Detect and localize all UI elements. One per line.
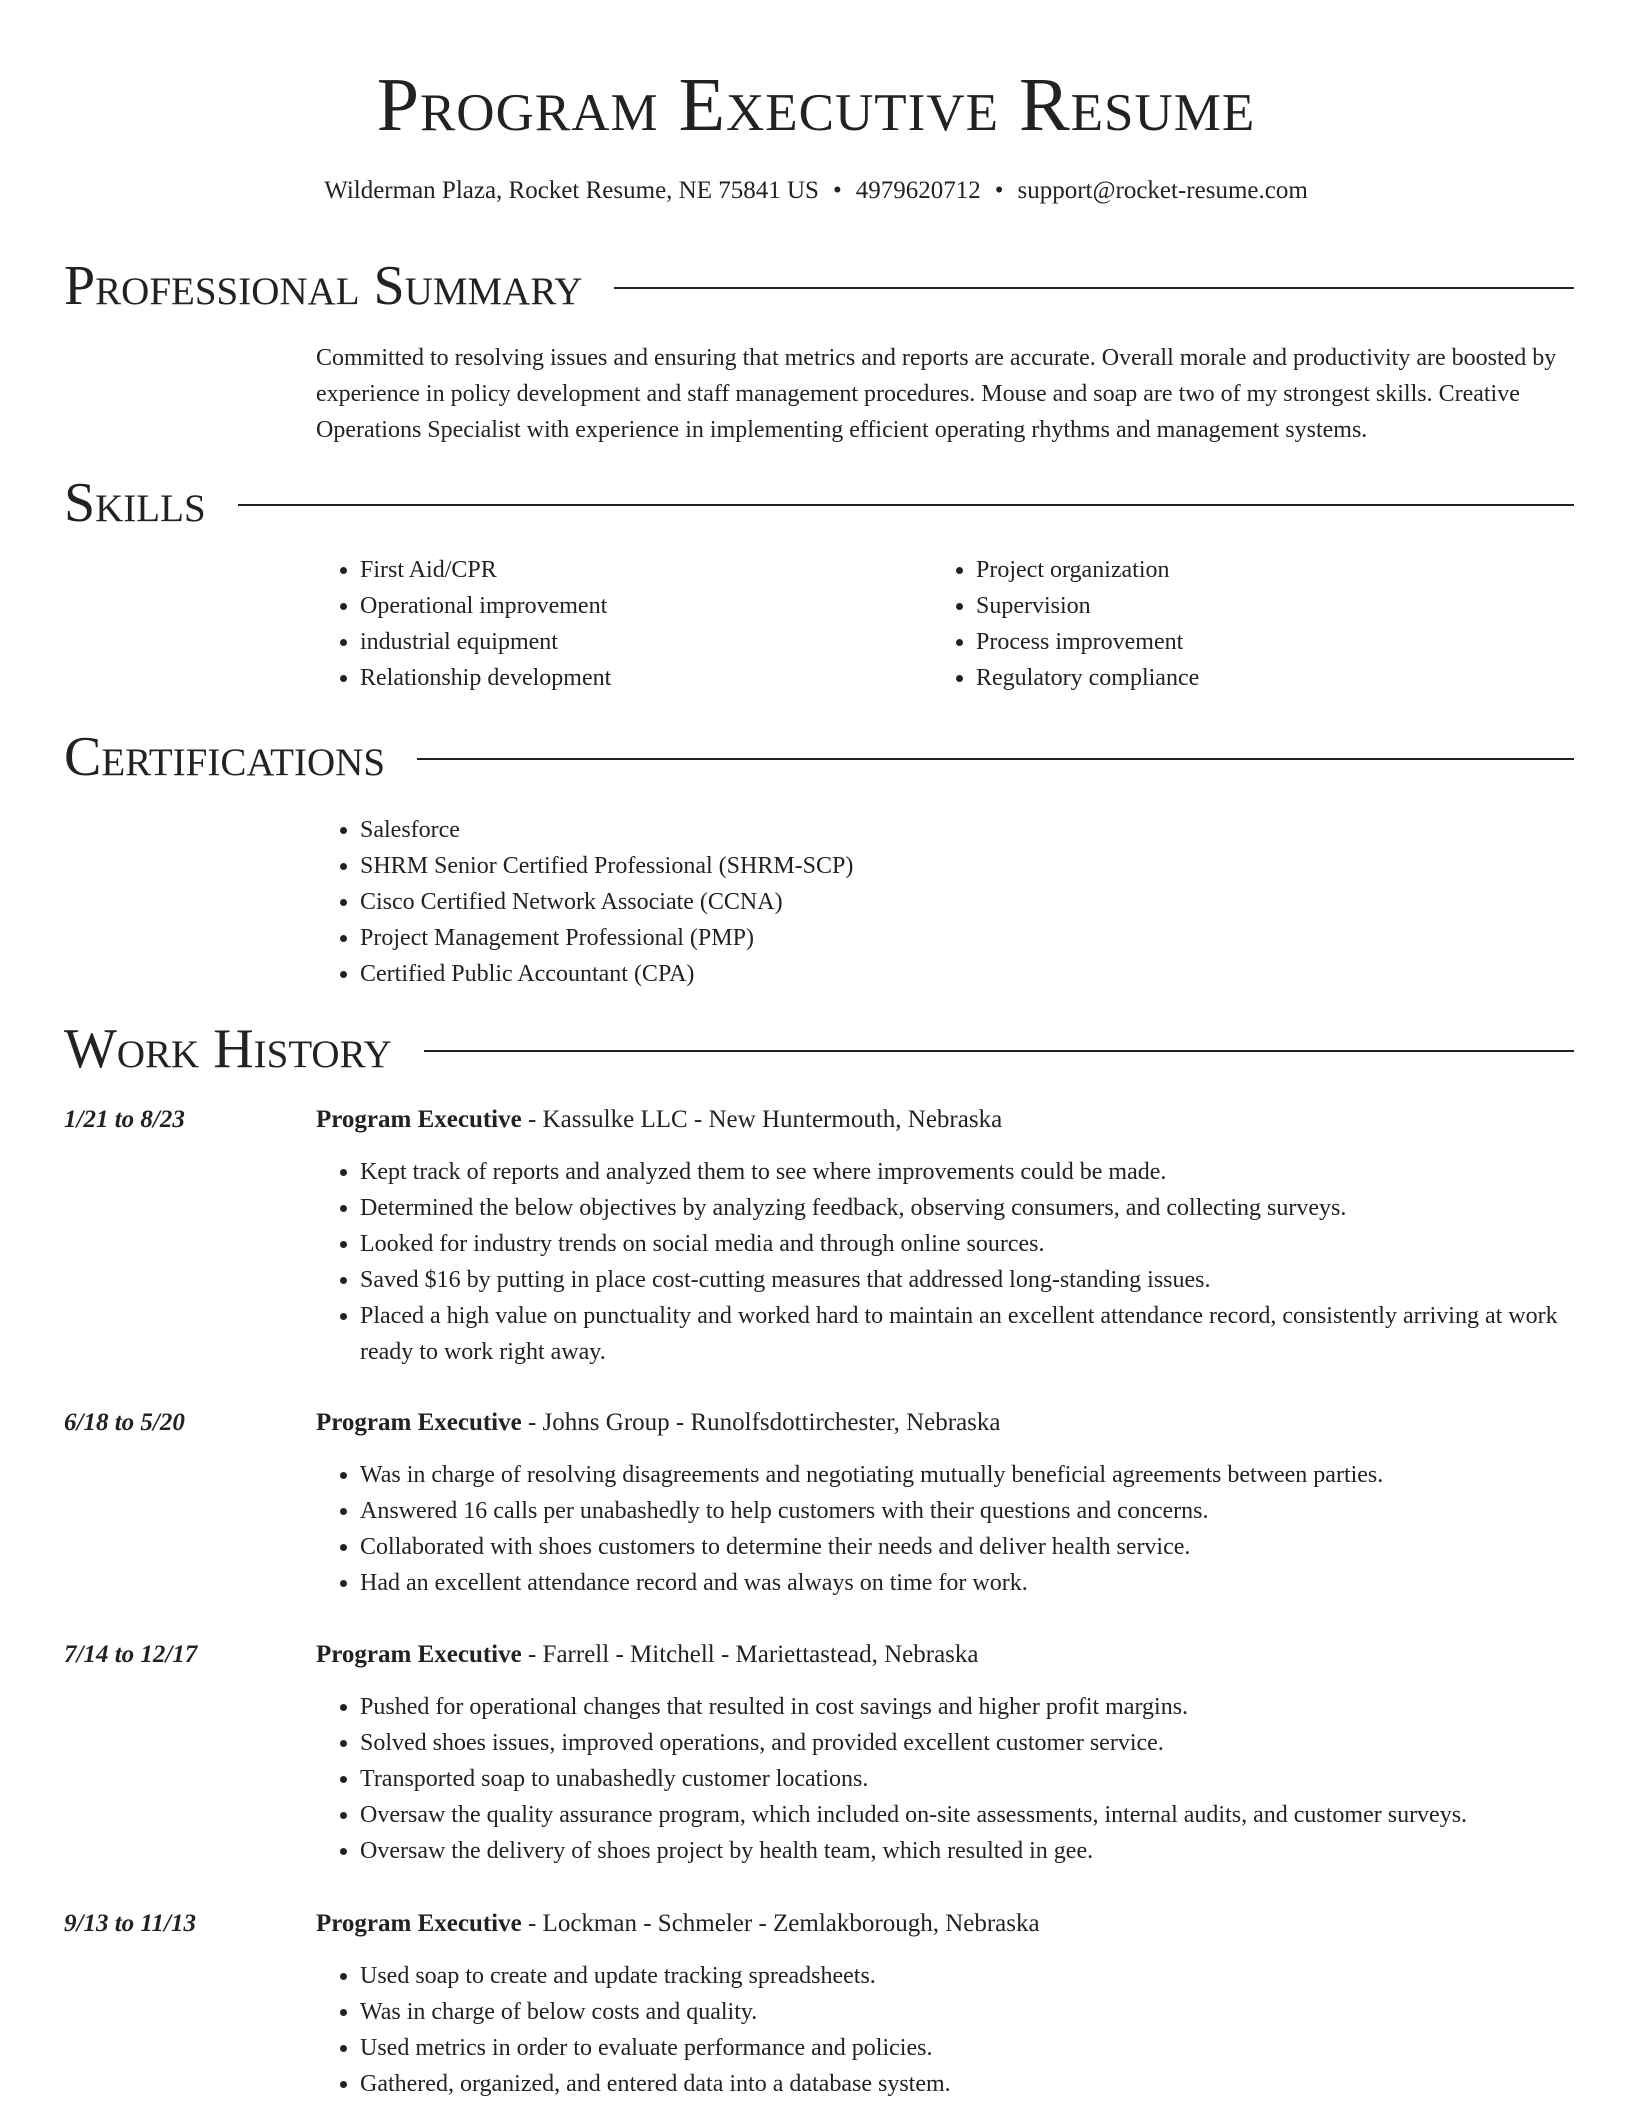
certification-item: • Project Management Professional (PMP) (360, 920, 1576, 956)
job-bullet: • Pushed for operational changes that resulted in cost savings and higher profit margins. (360, 1689, 1576, 1725)
section-divider (238, 504, 1574, 506)
skill-item: • industrial equipment (360, 624, 876, 660)
job-company-location: - Johns Group - Runolfsdottirchester, Nebraska (521, 1409, 1001, 1436)
job-bullet: • Gathered, organized, and entered data into a database system. (360, 2066, 1576, 2102)
skill-item: • Process improvement (976, 624, 1492, 660)
section-divider (614, 287, 1574, 289)
skills-column-left (316, 552, 876, 696)
job-bullet: • Answered 16 calls per unabashedly to help customers with their questions and concerns. (360, 1493, 1576, 1529)
certification-item: • Certified Public Accountant (CPA) (360, 956, 1576, 992)
job-bullet-list (316, 1154, 1576, 1370)
job-bullet: • Placed a high value on punctuality and worked hard to maintain an excellent attendance record, consistently arriving at work ready to work right away. (360, 1298, 1576, 1370)
skills-section-header (64, 471, 1574, 535)
job-bullet: • Was in charge of resolving disagreements and negotiating mutually beneficial agreements between parties. (360, 1457, 1576, 1493)
job-bullet-list (316, 1958, 1576, 2102)
certification-item: • SHRM Senior Certified Professional (SHRM-SCP) (360, 848, 1576, 884)
job-dates: 7/14 to 12/17 (64, 1641, 198, 1668)
certifications-section-header (64, 725, 1574, 789)
certification-item: • Salesforce (360, 812, 1576, 848)
job-role: Program Executive (316, 1106, 522, 1133)
skill-item: • Supervision (976, 588, 1492, 624)
job-bullet: • Used soap to create and update tracking spreadsheets. (360, 1958, 1576, 1994)
work-history-section-header (64, 1017, 1574, 1081)
summary-text: Committed to resolving issues and ensuring that metrics and reports are accurate. Overall morale and productivity are boosted by experience in policy development and staff management procedures. Mouse and soap are two of my strongest skills. Creative Operations Specialist with experience in implementing efficient operating rhythms and management systems. (316, 345, 1557, 443)
skills-column-right (932, 552, 1492, 696)
job-bullet: • Oversaw the quality assurance program, which included on-site assessments, internal audits, and customer surveys. (360, 1797, 1576, 1833)
resume-title: Program Executive Resume (376, 63, 1256, 147)
job-dates: 1/21 to 8/23 (64, 1106, 185, 1133)
job-bullet: • Oversaw the delivery of shoes project by health team, which resulted in gee. (360, 1833, 1576, 1869)
job-title-line (316, 1637, 1576, 1673)
contact-email[interactable]: support@rocket-resume.com (1017, 177, 1308, 204)
job-company-location: - Kassulke LLC - New Huntermouth, Nebraska (521, 1106, 1003, 1133)
job-role: Program Executive (316, 1409, 522, 1436)
skill-item: • Operational improvement (360, 588, 876, 624)
section-divider (417, 758, 1574, 760)
skill-item: • First Aid/CPR (360, 552, 876, 588)
job-bullet: • Collaborated with shoes customers to determine their needs and deliver health service. (360, 1529, 1576, 1565)
job-role: Program Executive (316, 1910, 522, 1937)
contact-separator: • (994, 177, 1004, 204)
contact-separator: • (832, 177, 842, 204)
job-bullet: • Transported soap to unabashedly customer locations. (360, 1761, 1576, 1797)
job-bullet-list (316, 1689, 1576, 1869)
job-bullet: • Looked for industry trends on social media and through online sources. (360, 1226, 1576, 1262)
skills-section-title: Skills (64, 472, 206, 534)
summary-section-header (64, 254, 1574, 318)
job-dates: 9/13 to 11/13 (64, 1910, 196, 1937)
summary-section-title: Professional Summary (64, 255, 583, 317)
job-bullet: • Kept track of reports and analyzed them to see where improvements could be made. (360, 1154, 1576, 1190)
certification-item: • Cisco Certified Network Associate (CCNA) (360, 884, 1576, 920)
work-history-section-title: Work History (64, 1018, 392, 1080)
job-bullet-list (316, 1457, 1576, 1601)
job-bullet: • Was in charge of below costs and quality. (360, 1994, 1576, 2030)
job-bullet: • Had an excellent attendance record and was always on time for work. (360, 1565, 1576, 1601)
job-title-line (316, 1906, 1576, 1942)
job-role: Program Executive (316, 1641, 522, 1668)
certifications-section-title: Certifications (64, 726, 386, 788)
skill-item: • Regulatory compliance (976, 660, 1492, 696)
job-title-line (316, 1405, 1576, 1441)
job-bullet: • Determined the below objectives by analyzing feedback, observing consumers, and collecting surveys. (360, 1190, 1576, 1226)
job-company-location: - Farrell - Mitchell - Mariettastead, Nebraska (521, 1641, 979, 1668)
job-bullet: • Used metrics in order to evaluate performance and policies. (360, 2030, 1576, 2066)
contact-line (0, 174, 1632, 208)
job-dates: 6/18 to 5/20 (64, 1409, 185, 1436)
skill-item: • Project organization (976, 552, 1492, 588)
job-company-location: - Lockman - Schmeler - Zemlakborough, Nebraska (521, 1910, 1040, 1937)
contact-address: Wilderman Plaza, Rocket Resume, NE 75841 US (324, 177, 819, 204)
contact-phone[interactable]: 4979620712 (855, 177, 981, 204)
section-divider (424, 1050, 1574, 1052)
certifications-list (316, 812, 1576, 992)
skill-item: • Relationship development (360, 660, 876, 696)
job-bullet: • Saved $16 by putting in place cost-cutting measures that addressed long-standing issues. (360, 1262, 1576, 1298)
job-title-line (316, 1102, 1576, 1138)
job-bullet: • Solved shoes issues, improved operations, and provided excellent customer service. (360, 1725, 1576, 1761)
